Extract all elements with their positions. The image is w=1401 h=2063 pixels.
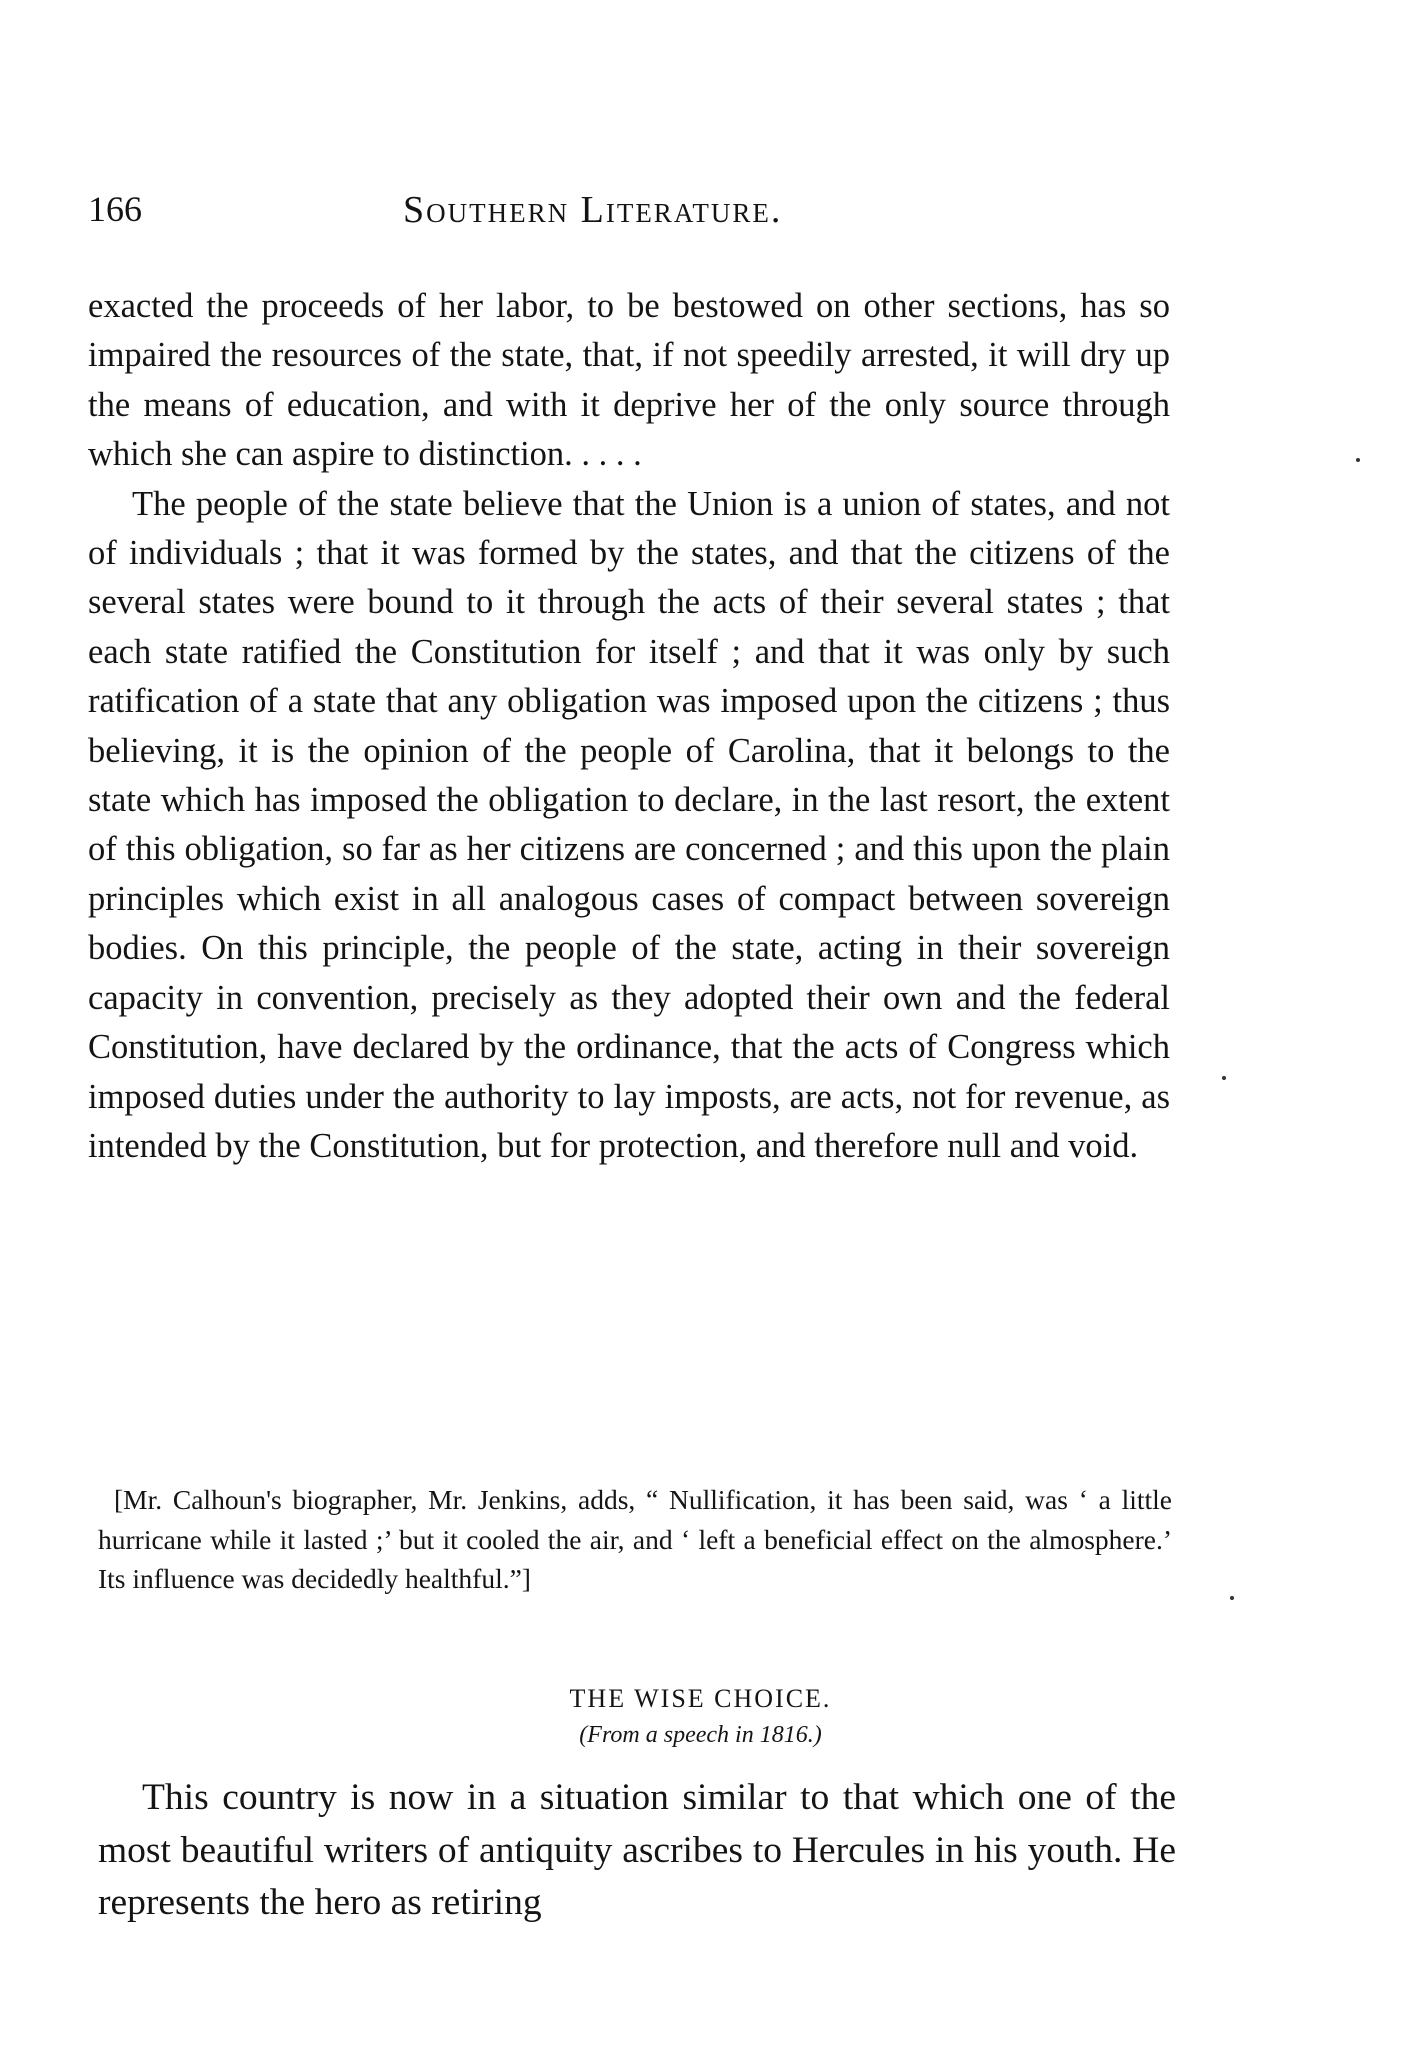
editorial-note: [Mr. Calhoun's biographer, Mr. Jenkins, adds, “ Nullification, it has been said, was ‘ a little hurricane while it lasted ;’ but it cooled the air, and ‘ left a beneficial effect on the almosphere.’ Its influence was decidedly healthful.”] — [98, 1484, 1172, 1594]
margin-speck — [1222, 1076, 1226, 1080]
main-text — [88, 282, 1170, 1171]
section-paragraph: This country is now in a situation similar to that which one of the most beautiful writers of antiquity ascribes to Hercules in his youth. He represents the hero as retiring — [98, 1777, 1176, 1923]
page-header — [88, 188, 1188, 238]
running-title: Southern Literature. — [403, 189, 783, 231]
section-title: THE WISE CHOICE. — [569, 1684, 832, 1713]
body-paragraph: exacted the proceeds of her labor, to be bestowed on other sections, has so impaired the resources of the state, that, if not speedily arrested, it will dry up the means of education, and with it deprive her of the only source through which she can aspire to distinction. . . . . — [88, 287, 1170, 474]
section-text — [98, 1772, 1176, 1930]
body-paragraph: The people of the state believe that the Union is a union of states, and not of individuals ; that it was formed by the states, and that the citizens of the several states were bound to it through the acts of their several states ; that each state ratified the Constitution for itself ; and that it was only by such ratification of a state that any obligation was imposed upon the citizens ; thus believing, it is the opinion of the people of Carolina, that it belongs to the state which has imposed the obligation to declare, in the last resort, the extent of this obligation, so far as her citizens are concerned ; and this upon the plain principles which exist in all analogous cases of compact between sovereign bodies. On this principle, the people of the state, acting in their sovereign capacity in convention, precisely as they adopted their own and the federal Constitution, have declared by the ordinance, that the acts of Congress which imposed duties under the authority to lay imposts, are acts, not for revenue, as intended by the Constitution, but for protection, and therefore null and void. — [88, 484, 1170, 1165]
margin-speck — [1230, 1596, 1234, 1600]
section-subtitle: (From a speech in 1816.) — [579, 1722, 822, 1748]
margin-speck — [1356, 458, 1360, 462]
page-number: 166 — [88, 189, 142, 229]
